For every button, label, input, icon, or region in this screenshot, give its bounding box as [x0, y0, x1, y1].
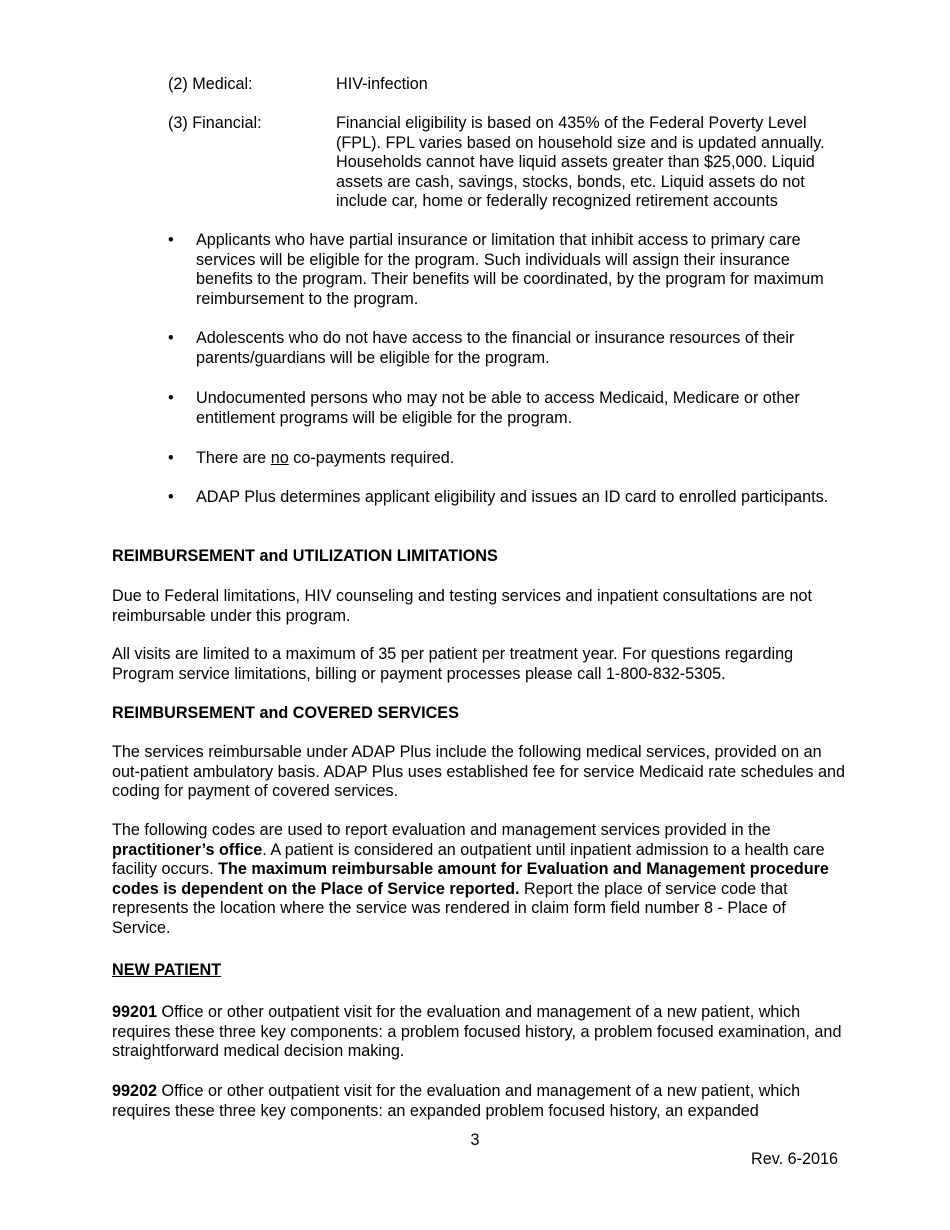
covered-services-paragraph: The services reimbursable under ADAP Plus include the following medical services, provided on an out-patient ambulatory basis. ADAP Plus uses established fee for service Medicaid rate schedules and coding for payment of covered services. [112, 743, 846, 801]
heading-utilization-limitations: REIMBURSEMENT and UTILIZATION LIMITATIONS [112, 547, 498, 565]
bullet-icon: • [168, 389, 174, 407]
heading-covered-services: REIMBURSEMENT and COVERED SERVICES [112, 704, 459, 722]
limitations-paragraph-federal: Due to Federal limitations, HIV counseling and testing services and inpatient consultations are not reimbursable under this program. [112, 587, 813, 625]
bullet-icon: • [168, 449, 174, 467]
criteria-text-financial: Financial eligibility is based on 435% of the Federal Poverty Level (FPL). FPL varies based on household size and is updated annually. Households cannot have liquid assets greater than $25,000. Liquid assets are cash, savings, stocks, bonds, etc. Liquid assets do not include car, home or federally recognized retirement accounts [336, 114, 825, 211]
bullet-adolescents: Adolescents who do not have access to the financial or insurance resources of their parents/guardians will be eligible for the program. [196, 329, 795, 367]
criteria-label-financial: (3) Financial: [168, 114, 262, 132]
limitations-paragraph-visits: All visits are limited to a maximum of 35 per patient per treatment year. For questions regarding Program service limitations, billing or payment processes please call 1-800-832-5305. [112, 645, 794, 683]
bullet-no-copayments: There are no co-payments required. [196, 449, 455, 467]
bullet-icon: • [168, 488, 174, 506]
page-number: 3 [470, 1131, 480, 1149]
bullet-icon: • [168, 231, 174, 249]
heading-new-patient: NEW PATIENT [112, 961, 222, 979]
bullet-id-card: ADAP Plus determines applicant eligibility and issues an ID card to enrolled participants. [196, 488, 829, 506]
bullet-undocumented: Undocumented persons who may not be able to access Medicaid, Medicare or other entitlement programs will be eligible for the program. [196, 389, 800, 427]
bullet-partial-insurance: Applicants who have partial insurance or limitation that inhibit access to primary care services will be eligible for the program. Such individuals will assign their insurance benefits to the program. Their benefits will be coordinated, by the program for maximum reimbursement to the program. [196, 231, 824, 308]
criteria-label-medical: (2) Medical: [168, 75, 253, 93]
code-99202: 99202 Office or other outpatient visit for the evaluation and management of a new patient, which requires these three key components: an expanded problem focused history, an expanded [112, 1082, 801, 1120]
criteria-text-medical: HIV-infection [336, 75, 428, 93]
place-of-service-paragraph: The following codes are used to report evaluation and management services provided in the practitioner’s office. A patient is considered an outpatient until inpatient admission to a health care facility occurs. The maximum reimbursable amount for Evaluation and Management procedure codes is dependent on the Place of Service reported. Report the place of service code that represents the location where the service was rendered in claim form field number 8 - Place of Service. [112, 821, 829, 937]
code-99201: 99201 Office or other outpatient visit for the evaluation and management of a new patient, which requires these three key components: a problem focused history, a problem focused examination, and straightforward medical decision making. [112, 1003, 842, 1061]
revision-date: Rev. 6-2016 [751, 1150, 838, 1168]
bullet-icon: • [168, 329, 174, 347]
